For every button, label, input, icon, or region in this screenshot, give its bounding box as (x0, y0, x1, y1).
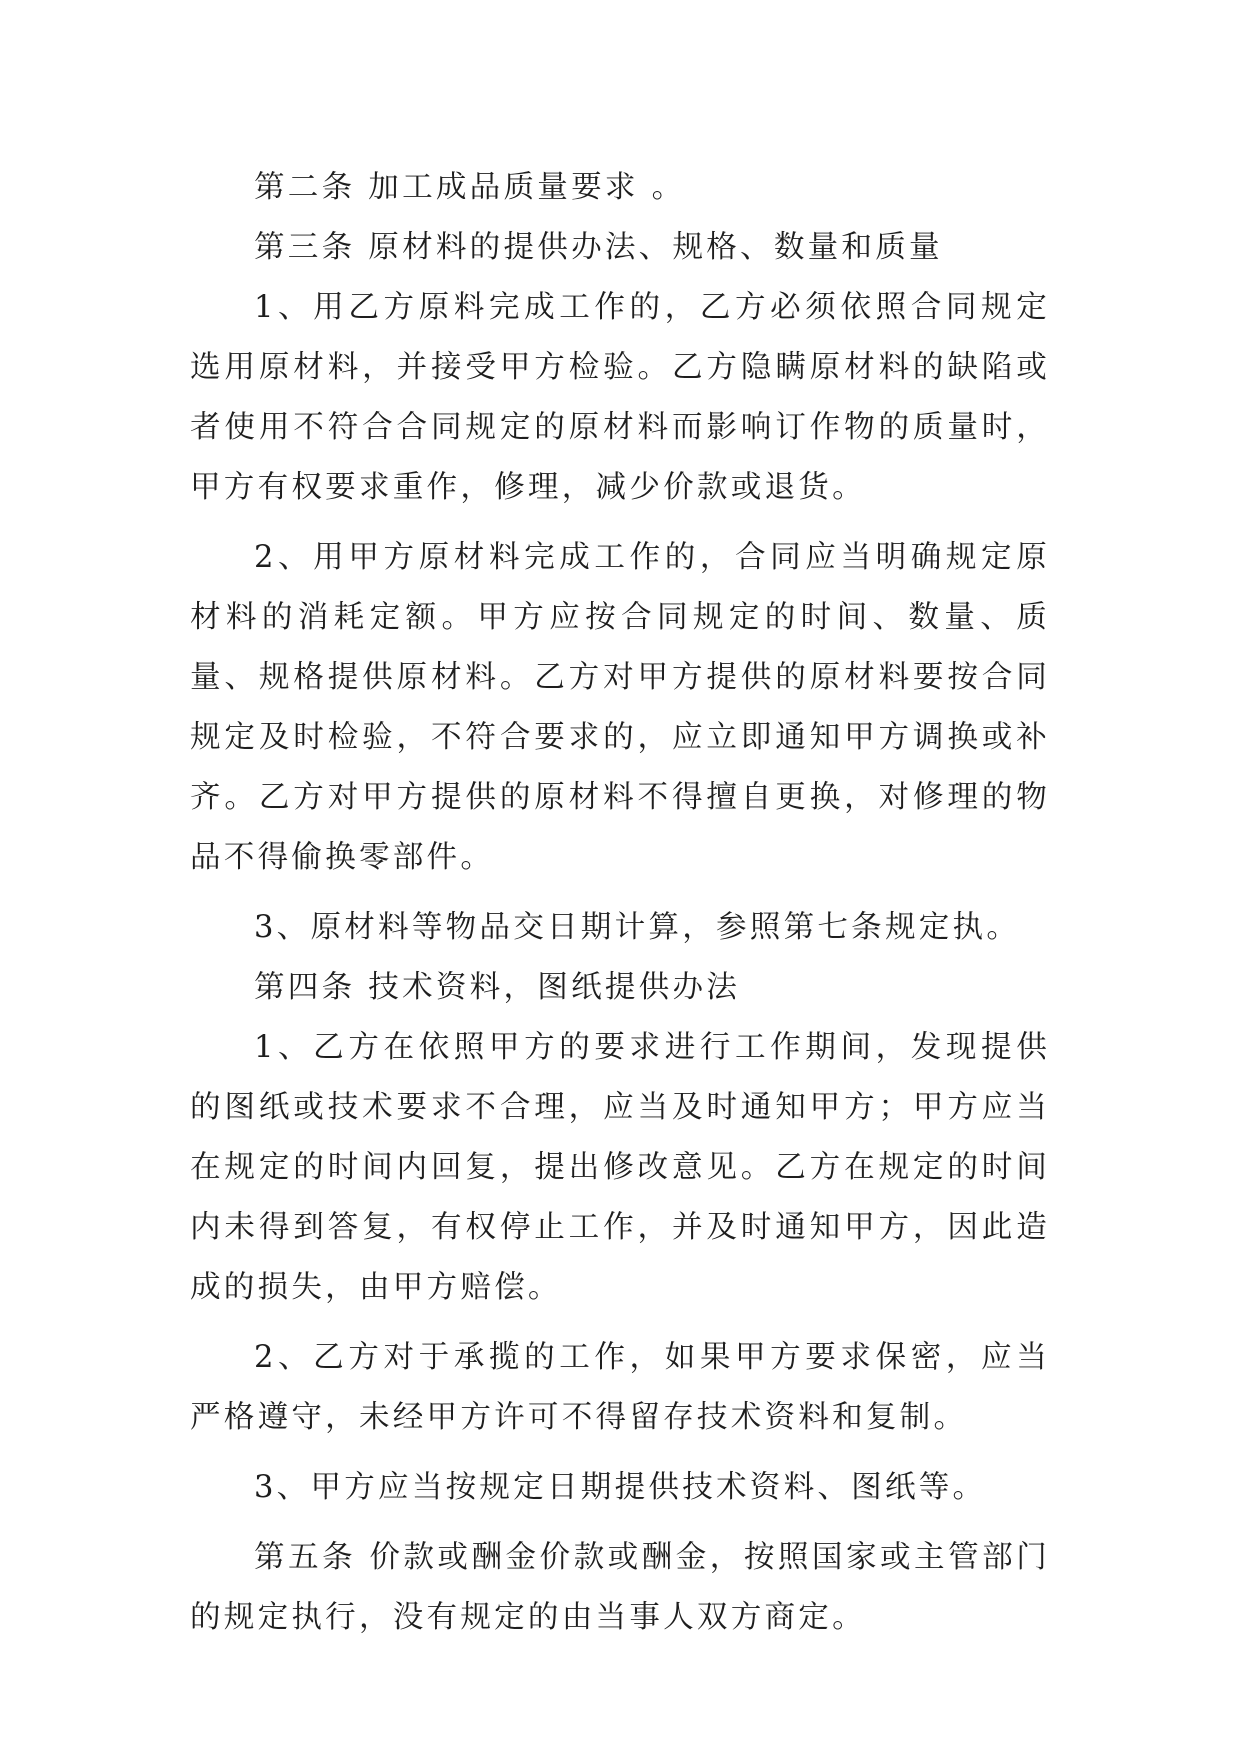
article-3-clause-1: 1、用乙方原料完成工作的，乙方必须依照合同规定选用原材料，并接受甲方检验。乙方隐瞒原材料的缺陷或者使用不符合合同规定的原材料而影响订作物的质量时，甲方有权要求重作，修理，减少价款或退货。 (190, 290, 1050, 505)
document-body (190, 158, 1050, 1648)
article-3-heading: 第三条 原材料的提供办法、规格、数量和质量 (254, 230, 943, 265)
article-3-clause-3: 3、原材料等物品交日期计算，参照第七条规定执。 (254, 910, 1021, 945)
article-4-clause-3: 3、甲方应当按规定日期提供技术资料、图纸等。 (254, 1470, 987, 1505)
article-4-heading: 第四条 技术资料，图纸提供办法 (254, 970, 741, 1005)
article-4-clause-1: 1、乙方在依照甲方的要求进行工作期间，发现提供的图纸或技术要求不合理，应当及时通知甲方；甲方应当在规定的时间内回复，提出修改意见。乙方在规定的时间内未得到答复，有权停止工作，并及时通知甲方，因此造成的损失，由甲方赔偿。 (190, 1030, 1050, 1305)
article-2-heading: 第二条 加工成品质量要求 。 (254, 170, 686, 205)
article-3-clause-2: 2、用甲方原材料完成工作的，合同应当明确规定原材料的消耗定额。甲方应按合同规定的时间、数量、质量、规格提供原材料。乙方对甲方提供的原材料要按合同规定及时检验，不符合要求的，应立即通知甲方调换或补齐。乙方对甲方提供的原材料不得擅自更换，对修理的物品不得偷换零部件。 (190, 540, 1050, 875)
article-4-clause-2: 2、乙方对于承揽的工作，如果甲方要求保密，应当严格遵守，未经甲方许可不得留存技术资料和复制。 (190, 1340, 1050, 1435)
article-5-text: 第五条 价款或酬金价款或酬金，按照国家或主管部门的规定执行，没有规定的由当事人双方商定。 (190, 1540, 1050, 1635)
